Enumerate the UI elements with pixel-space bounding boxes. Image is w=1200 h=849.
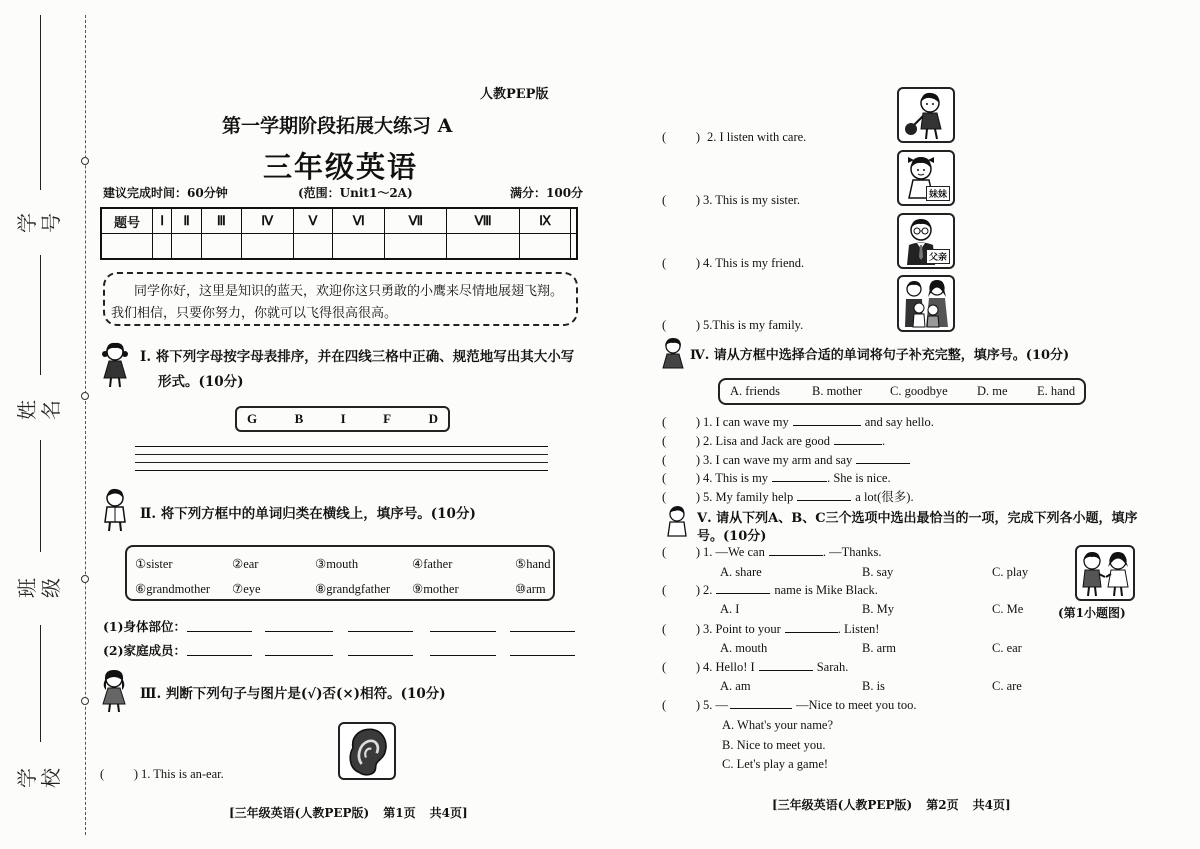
word-item: ⑨mother — [412, 581, 459, 596]
question-text: name is Mike Black. — [774, 583, 878, 597]
score-table-header — [101, 208, 577, 234]
choice-option-c: C. Me — [992, 602, 1024, 616]
paren-close: ) — [695, 318, 700, 332]
class-label: 班级 — [15, 572, 63, 598]
picture-caption: (第1小题图) — [1058, 606, 1126, 620]
fill-blank[interactable] — [772, 470, 827, 482]
intro-line: 同学你好，这里是知识的蓝天，欢迎你这只勇敢的小鹰来尽情地展翅飞翔。 — [134, 284, 564, 299]
answer-paren[interactable] — [662, 414, 700, 430]
score-col-header: Ⅶ — [385, 208, 447, 234]
fill-blank[interactable] — [730, 697, 792, 709]
binding-mark — [81, 392, 89, 400]
section-1-title-cont: 形式。(10分) — [158, 374, 244, 390]
ear-picture — [338, 722, 396, 780]
word-item: ③mouth — [315, 556, 359, 571]
word-bank-box — [125, 545, 555, 601]
answer-line[interactable] — [510, 631, 575, 632]
student-id-label: 学号 — [15, 207, 63, 233]
fill-question-4 — [662, 470, 891, 486]
choice-option-a: A. share — [720, 565, 762, 579]
judge-item-text: 2. I listen with care. — [707, 130, 807, 144]
word-item: ①sister — [135, 556, 173, 571]
paren-close: ) — [695, 434, 700, 448]
section-5-title: Ⅴ. 请从下列A、B、C三个选项中选出最恰当的一项，完成下列各小题，填序 — [697, 511, 1138, 526]
category-body-parts-label: (1)身体部位： — [103, 619, 187, 634]
girl-cartoon-icon — [98, 668, 130, 718]
score-cell[interactable] — [101, 234, 153, 260]
paren-close: ) — [695, 130, 700, 144]
binding-mark — [81, 575, 89, 583]
paren-close: ) — [695, 545, 700, 559]
footer-title: [三年级英语(人教PEP版) — [772, 798, 913, 812]
paren-close: ) — [695, 256, 700, 270]
footer-total: 共4页] — [429, 806, 468, 820]
answer-paren[interactable] — [662, 470, 700, 486]
word-option: B. mother — [812, 384, 862, 398]
judge-item-3 — [662, 192, 800, 208]
question-text: 4. Hello! I — [703, 660, 755, 674]
letter: I — [340, 411, 346, 426]
judge-item-text: 5.This is my family. — [703, 318, 804, 332]
paren-close: ) — [695, 660, 700, 674]
paren-open: ( — [662, 256, 667, 270]
answer-paren[interactable] — [662, 582, 700, 598]
question-text: 5. — — [703, 698, 728, 712]
binding-mark — [81, 697, 89, 705]
choice-option-c: C. play — [992, 565, 1029, 579]
answer-paren[interactable] — [662, 433, 700, 449]
answer-paren[interactable] — [662, 452, 700, 468]
word-bank-row — [135, 551, 553, 576]
choice-option-c: C. ear — [992, 641, 1022, 655]
binding-mark — [81, 157, 89, 165]
class-write-line[interactable] — [40, 440, 41, 552]
question-text: 2. Lisa and Jack are good — [703, 434, 831, 448]
choice-option-a: A. What's your name? — [722, 718, 834, 732]
question-text: 4. This is my — [703, 471, 769, 485]
grid-line — [135, 470, 548, 471]
grid-line — [135, 454, 548, 455]
fill-question-3 — [662, 452, 910, 468]
word-option: C. goodbye — [890, 384, 948, 398]
paren-close: ) — [695, 193, 700, 207]
question-text: 1. I can wave my — [703, 415, 789, 429]
paren-close: ) — [695, 471, 700, 485]
word-item: ⑦eye — [232, 581, 261, 596]
word-option: A. friends — [730, 384, 780, 398]
full-score: 满分：100分 — [510, 186, 584, 200]
letter: F — [383, 411, 392, 426]
picture-label: 父亲 — [926, 249, 950, 264]
answer-paren[interactable] — [662, 697, 700, 713]
paren-close: ) — [695, 415, 700, 429]
fill-blank[interactable] — [716, 582, 770, 594]
score-cell[interactable] — [333, 234, 385, 260]
answer-paren[interactable] — [662, 621, 700, 637]
letter: B — [294, 411, 304, 426]
intro-line: 我们相信，只要你努力，你就可以飞得很高很高。 — [111, 306, 398, 321]
section-3-title: Ⅲ. 判断下列句子与图片是(√)否(×)相符。(10分) — [140, 686, 446, 702]
paren-open: ( — [662, 660, 667, 674]
fill-blank[interactable] — [856, 452, 910, 464]
paren-open: ( — [662, 453, 667, 467]
choice-options — [720, 601, 1072, 617]
fill-blank[interactable] — [785, 621, 838, 633]
choice-option-c: C. are — [992, 679, 1022, 693]
question-text: 3. Point to your — [703, 622, 781, 636]
question-text: . — [882, 434, 886, 448]
paren-open: ( — [662, 471, 667, 485]
page-1-footer — [229, 804, 468, 821]
choice-option-b: B. is — [862, 679, 885, 693]
question-text: . Listen! — [837, 622, 880, 636]
section-1-title: Ⅰ. 将下列字母按字母表排序，并在四线三格中正确、规范地写出其大小写 — [140, 349, 575, 365]
answer-paren[interactable] — [662, 192, 700, 208]
student-id-write-line[interactable] — [40, 15, 41, 190]
picture-label: 妹妹 — [926, 186, 950, 201]
question-text: 5. My family help — [703, 490, 794, 504]
choice-option-a: A. mouth — [720, 641, 768, 655]
score-col-header: Ⅰ — [153, 208, 172, 234]
footer-page: 第2页 — [926, 798, 959, 812]
four-line-writing-grid[interactable] — [135, 446, 548, 472]
judge-item-text: 1. This is an-ear. — [141, 767, 224, 781]
fill-blank[interactable] — [769, 544, 823, 556]
answer-line[interactable] — [430, 655, 496, 656]
word-item: ⑩arm — [515, 581, 546, 596]
paren-open: ( — [662, 490, 667, 504]
grid-line — [135, 462, 548, 463]
section-4-title: Ⅳ. 请从方框中选择合适的单词将句子补充完整，填序号。(10分) — [690, 348, 1070, 363]
score-table-row — [101, 234, 577, 260]
score-cell[interactable] — [241, 234, 293, 260]
fill-blank[interactable] — [834, 433, 882, 445]
answer-line[interactable] — [187, 655, 252, 656]
fill-question-5 — [662, 489, 914, 505]
fill-question-2 — [662, 433, 885, 449]
choice-question-3 — [662, 621, 879, 637]
paren-open: ( — [100, 767, 105, 781]
word-item: ⑤hand — [515, 556, 551, 571]
score-col-header: Ⅷ — [447, 208, 519, 234]
paren-open: ( — [662, 545, 667, 559]
page-2-footer — [772, 796, 1011, 813]
choice-option-b: B. say — [862, 565, 894, 579]
choice-question-5 — [662, 697, 916, 713]
answer-paren[interactable] — [100, 766, 138, 782]
grid-line — [135, 446, 548, 447]
choice-option-c: C. Let's play a game! — [722, 757, 829, 771]
word-bank-row — [135, 576, 553, 601]
word-option: D. me — [977, 384, 1008, 398]
question-text: 2. — [703, 583, 713, 597]
school-label: 学校 — [15, 762, 63, 788]
score-col-header — [571, 208, 577, 234]
family-picture — [897, 275, 955, 332]
fill-blank[interactable] — [793, 414, 861, 426]
judge-item-2 — [662, 129, 806, 145]
time-limit: 建议完成时间：60分钟 — [103, 186, 228, 200]
man-in-suit-picture — [897, 213, 955, 269]
answer-line[interactable] — [430, 631, 496, 632]
fill-blank[interactable] — [797, 489, 851, 501]
score-cell[interactable] — [153, 234, 172, 260]
paren-close: ) — [133, 767, 138, 781]
paren-close: ) — [695, 583, 700, 597]
choice-question-1 — [662, 544, 882, 560]
choice-option-a: A. I — [720, 602, 740, 616]
score-col-header: Ⅱ — [172, 208, 202, 234]
boy-cartoon-icon — [664, 505, 690, 543]
question-text: Sarah. — [816, 660, 849, 674]
paren-open: ( — [662, 415, 667, 429]
score-col-header: Ⅲ — [201, 208, 241, 234]
word-item: ②ear — [232, 556, 259, 571]
answer-line[interactable] — [265, 631, 333, 632]
choice-option-a: A. am — [720, 679, 751, 693]
word-option: E. hand — [1037, 384, 1076, 398]
judge-item-4 — [662, 255, 804, 271]
judge-item-1 — [100, 766, 224, 782]
name-write-line[interactable] — [40, 255, 41, 375]
answer-line[interactable] — [187, 631, 252, 632]
letter: D — [428, 411, 438, 426]
boy-with-ball-picture — [897, 87, 955, 143]
answer-line[interactable] — [265, 655, 333, 656]
answer-paren[interactable] — [662, 659, 700, 675]
choice-question-4 — [662, 659, 848, 675]
category-family-label: (2)家庭成员： — [103, 643, 187, 658]
answer-paren[interactable] — [662, 129, 700, 145]
footer-title: [三年级英语(人教PEP版) — [229, 806, 370, 820]
paren-close: ) — [695, 453, 700, 467]
choice-options — [720, 678, 1072, 694]
choice-option-b: B. arm — [862, 641, 897, 655]
answer-paren[interactable] — [662, 317, 700, 333]
exam-title: 第一学期阶段拓展大练习 A — [222, 115, 453, 137]
answer-line[interactable] — [510, 655, 575, 656]
score-col-header: Ⅴ — [293, 208, 333, 234]
footer-total: 共4页] — [972, 798, 1011, 812]
word-item: ⑥grandmother — [135, 581, 211, 596]
score-cell[interactable] — [447, 234, 519, 260]
score-cell[interactable] — [293, 234, 333, 260]
girl-picture — [897, 150, 955, 206]
choice-options — [720, 640, 1072, 656]
girl-cartoon-icon — [100, 340, 130, 394]
question-text: 1. —We can — [703, 545, 765, 559]
answer-paren[interactable] — [662, 544, 700, 560]
answer-paren[interactable] — [662, 489, 700, 505]
exam-scope: (范围：Unit1～2A) — [298, 186, 413, 200]
choice-option-b: B. My — [862, 602, 894, 616]
score-cell[interactable] — [201, 234, 241, 260]
letter-box — [235, 406, 450, 432]
score-table-label: 题号 — [101, 208, 153, 234]
judge-item-text: 3. This is my sister. — [703, 193, 801, 207]
subject-title: 三年级英语 — [263, 150, 419, 184]
question-text: —Nice to meet you too. — [796, 698, 917, 712]
paren-close: ) — [695, 622, 700, 636]
word-options-box — [718, 378, 1086, 405]
footer-page: 第1页 — [383, 806, 416, 820]
judge-item-text: 4. This is my friend. — [703, 256, 805, 270]
paren-open: ( — [662, 434, 667, 448]
fill-blank[interactable] — [759, 659, 813, 671]
answer-line[interactable] — [348, 631, 413, 632]
fill-question-1 — [662, 414, 934, 430]
paren-open: ( — [662, 583, 667, 597]
section-2-title: Ⅱ. 将下列方框中的单词归类在横线上，填序号。(10分) — [140, 506, 476, 522]
score-table — [100, 207, 578, 260]
choice-option-b: B. Nice to meet you. — [722, 738, 826, 752]
name-label: 姓名 — [15, 394, 63, 420]
paren-open: ( — [662, 318, 667, 332]
answer-line[interactable] — [348, 655, 413, 656]
section-5-title-cont: 号。(10分) — [697, 529, 767, 544]
paren-close: ) — [695, 490, 700, 504]
choice-options — [720, 564, 1072, 580]
two-kids-picture — [1075, 545, 1135, 601]
score-cell[interactable] — [172, 234, 202, 260]
girl-cartoon-icon — [660, 337, 686, 375]
score-col-header: Ⅳ — [241, 208, 293, 234]
word-item: ⑧grandgfather — [315, 581, 391, 596]
school-write-line[interactable] — [40, 625, 41, 742]
judge-item-5 — [662, 317, 803, 333]
boy-cartoon-icon — [100, 487, 130, 537]
paren-open: ( — [662, 622, 667, 636]
letter: G — [247, 411, 258, 426]
question-text: a lot(很多). — [855, 490, 914, 504]
question-text: 3. I can wave my arm and say — [703, 453, 853, 467]
question-text: . —Thanks. — [822, 545, 882, 559]
paren-open: ( — [662, 130, 667, 144]
score-cell[interactable] — [571, 234, 577, 260]
binding-cut-line — [85, 15, 86, 835]
score-col-header: Ⅵ — [333, 208, 385, 234]
paren-open: ( — [662, 698, 667, 712]
question-text: . She is nice. — [827, 471, 891, 485]
score-col-header: Ⅸ — [519, 208, 571, 234]
word-item: ④father — [412, 556, 453, 571]
paren-close: ) — [695, 698, 700, 712]
choice-question-2 — [662, 582, 878, 598]
question-text: and say hello. — [864, 415, 934, 429]
score-cell[interactable] — [385, 234, 447, 260]
paren-open: ( — [662, 193, 667, 207]
edition-label: 人教PEP版 — [480, 87, 549, 102]
answer-paren[interactable] — [662, 255, 700, 271]
score-cell[interactable] — [519, 234, 571, 260]
